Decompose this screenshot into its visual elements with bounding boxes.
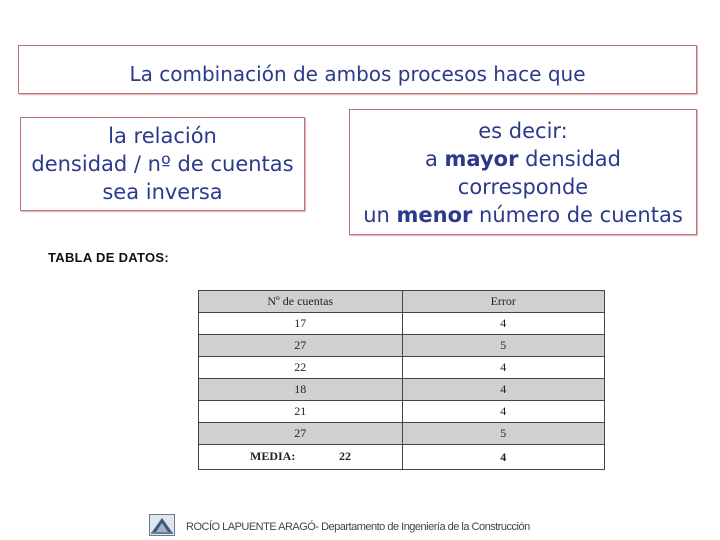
right-box-bold-mayor: mayor [444, 147, 519, 171]
table-row [199, 313, 605, 335]
header-error: Error [402, 291, 605, 313]
left-box-line-1: la relación [108, 124, 217, 148]
left-text-box [20, 117, 305, 211]
cell-count: 17 [199, 313, 403, 335]
title-box [18, 45, 697, 94]
table-label: TABLA DE DATOS: [48, 250, 170, 265]
media-error: 4 [402, 445, 605, 470]
right-box-line-2-pre: a [425, 147, 445, 171]
cell-error: 5 [402, 335, 605, 357]
data-table [198, 290, 605, 470]
cell-count: 18 [199, 379, 403, 401]
table-media-row [199, 445, 605, 470]
cell-count: 22 [199, 357, 403, 379]
media-label: MEDIA: [250, 449, 296, 463]
table-header-row [199, 291, 605, 313]
cell-error: 4 [402, 401, 605, 423]
table-row [199, 357, 605, 379]
right-box-line-2-post: densidad [518, 147, 621, 171]
logo-icon [149, 514, 175, 536]
title-text: La combinación de ambos procesos hace que [129, 62, 586, 86]
cell-count: 21 [199, 401, 403, 423]
right-text-box [349, 109, 697, 235]
right-box-line-3: corresponde [457, 175, 589, 199]
cell-error: 4 [402, 357, 605, 379]
cell-error: 4 [402, 313, 605, 335]
cell-error: 4 [402, 379, 605, 401]
table-row [199, 379, 605, 401]
left-box-line-3: sea inversa [102, 180, 223, 204]
table-row [199, 401, 605, 423]
right-box-line-4-post: número de cuentas [472, 203, 683, 227]
cell-count: 27 [199, 335, 403, 357]
media-value: 22 [339, 449, 351, 463]
right-box-line-1: es decir: [478, 119, 568, 143]
right-box-line-4-pre: un [363, 203, 397, 227]
left-box-line-2: densidad / nº de cuentas [31, 152, 294, 176]
footer-text: ROCÍO LAPUENTE ARAGÓ- Departamento de Ingeniería de la Construcción [186, 521, 530, 533]
cell-count: 27 [199, 423, 403, 445]
table-row [199, 335, 605, 357]
media-cell [199, 445, 403, 470]
right-box-line-2 [350, 145, 696, 173]
table-row [199, 423, 605, 445]
right-box-line-4 [350, 201, 696, 229]
header-count: Nº de cuentas [199, 291, 403, 313]
cell-error: 5 [402, 423, 605, 445]
right-box-bold-menor: menor [396, 203, 473, 227]
